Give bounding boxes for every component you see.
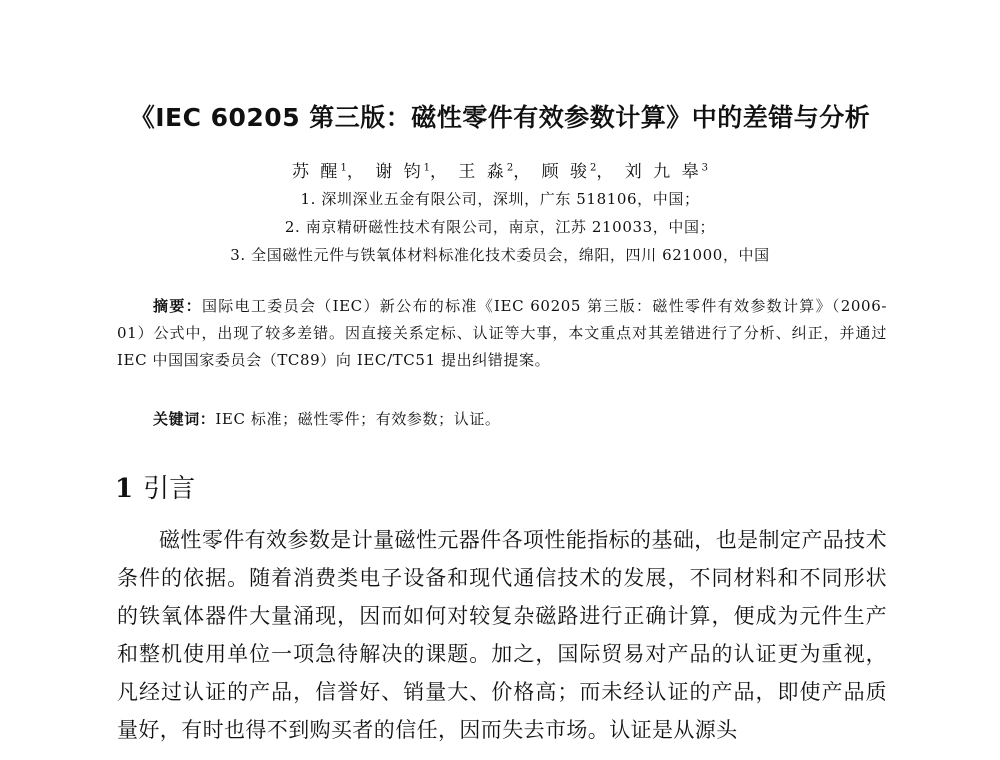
abstract-text: 国际电工委员会（IEC）新公布的标准《IEC 60205 第三版：磁性零件有效参数计算》（2006-01）公式中，出现了较多差错。因直接关系定标、认证等大事，本文重点对其差错进行了分析、纠正，并通过 IEC 中国国家委员会（TC89）向 IEC/TC51 提出纠错提案。	[117, 297, 888, 369]
affiliation-1: 1. 深圳深业五金有限公司，深圳，广东 518106，中国；	[300, 190, 700, 208]
author-list	[0, 157, 1000, 182]
affiliation-mark: 1	[423, 162, 430, 174]
author-name: 苏 醒	[292, 162, 341, 182]
section-heading	[115, 468, 195, 505]
author-separator: ，	[596, 162, 617, 182]
author-separator: ，	[346, 162, 367, 182]
affiliation-2: 2. 南京精研磁性技术有限公司，南京，江苏 210033，中国；	[284, 218, 716, 236]
author-name: 刘 九 皋	[624, 162, 702, 182]
abstract-label: 摘要：	[153, 297, 202, 315]
affiliation-mark: 3	[701, 162, 708, 174]
author-separator: ，	[513, 162, 534, 182]
section-title: 引言	[143, 474, 196, 504]
section-number: 1	[115, 474, 134, 504]
affiliation-mark: 2	[590, 162, 597, 174]
abstract	[117, 293, 887, 374]
body-paragraph: 磁性零件有效参数是计量磁性元器件各项性能指标的基础，也是制定产品技术条件的依据。随着消费类电子设备和现代通信技术的发展，不同材料和不同形状的铁氧体器件大量涌现，因而如何对较复杂磁路进行正确计算，便成为元件生产和整机使用单位一项急待解决的课题。加之，国际贸易对产品的认证更为重视，凡经过认证的产品，信誉好、销量大、价格高；而未经认证的产品，即使产品质量好，有时也得不到购买者的信任，因而失去市场。认证是从源头	[117, 528, 887, 742]
paper-title: 《IEC 60205 第三版：磁性零件有效参数计算》中的差错与分析	[129, 103, 871, 132]
keywords	[153, 408, 893, 429]
affiliation-mark: 1	[340, 162, 347, 174]
author-name: 王 淼	[458, 162, 507, 182]
keywords-text: IEC 标准；磁性零件；有效参数；认证。	[215, 410, 501, 428]
author-separator: ，	[430, 162, 450, 182]
author-name: 谢 钧	[375, 162, 424, 182]
affiliation-3: 3. 全国磁性元件与铁氧体材料标准化技术委员会，绵阳，四川 621000，中国	[230, 246, 770, 264]
affiliation-mark: 2	[506, 162, 514, 174]
keywords-label: 关键词：	[153, 410, 216, 428]
author-name: 顾 骏	[541, 162, 590, 182]
